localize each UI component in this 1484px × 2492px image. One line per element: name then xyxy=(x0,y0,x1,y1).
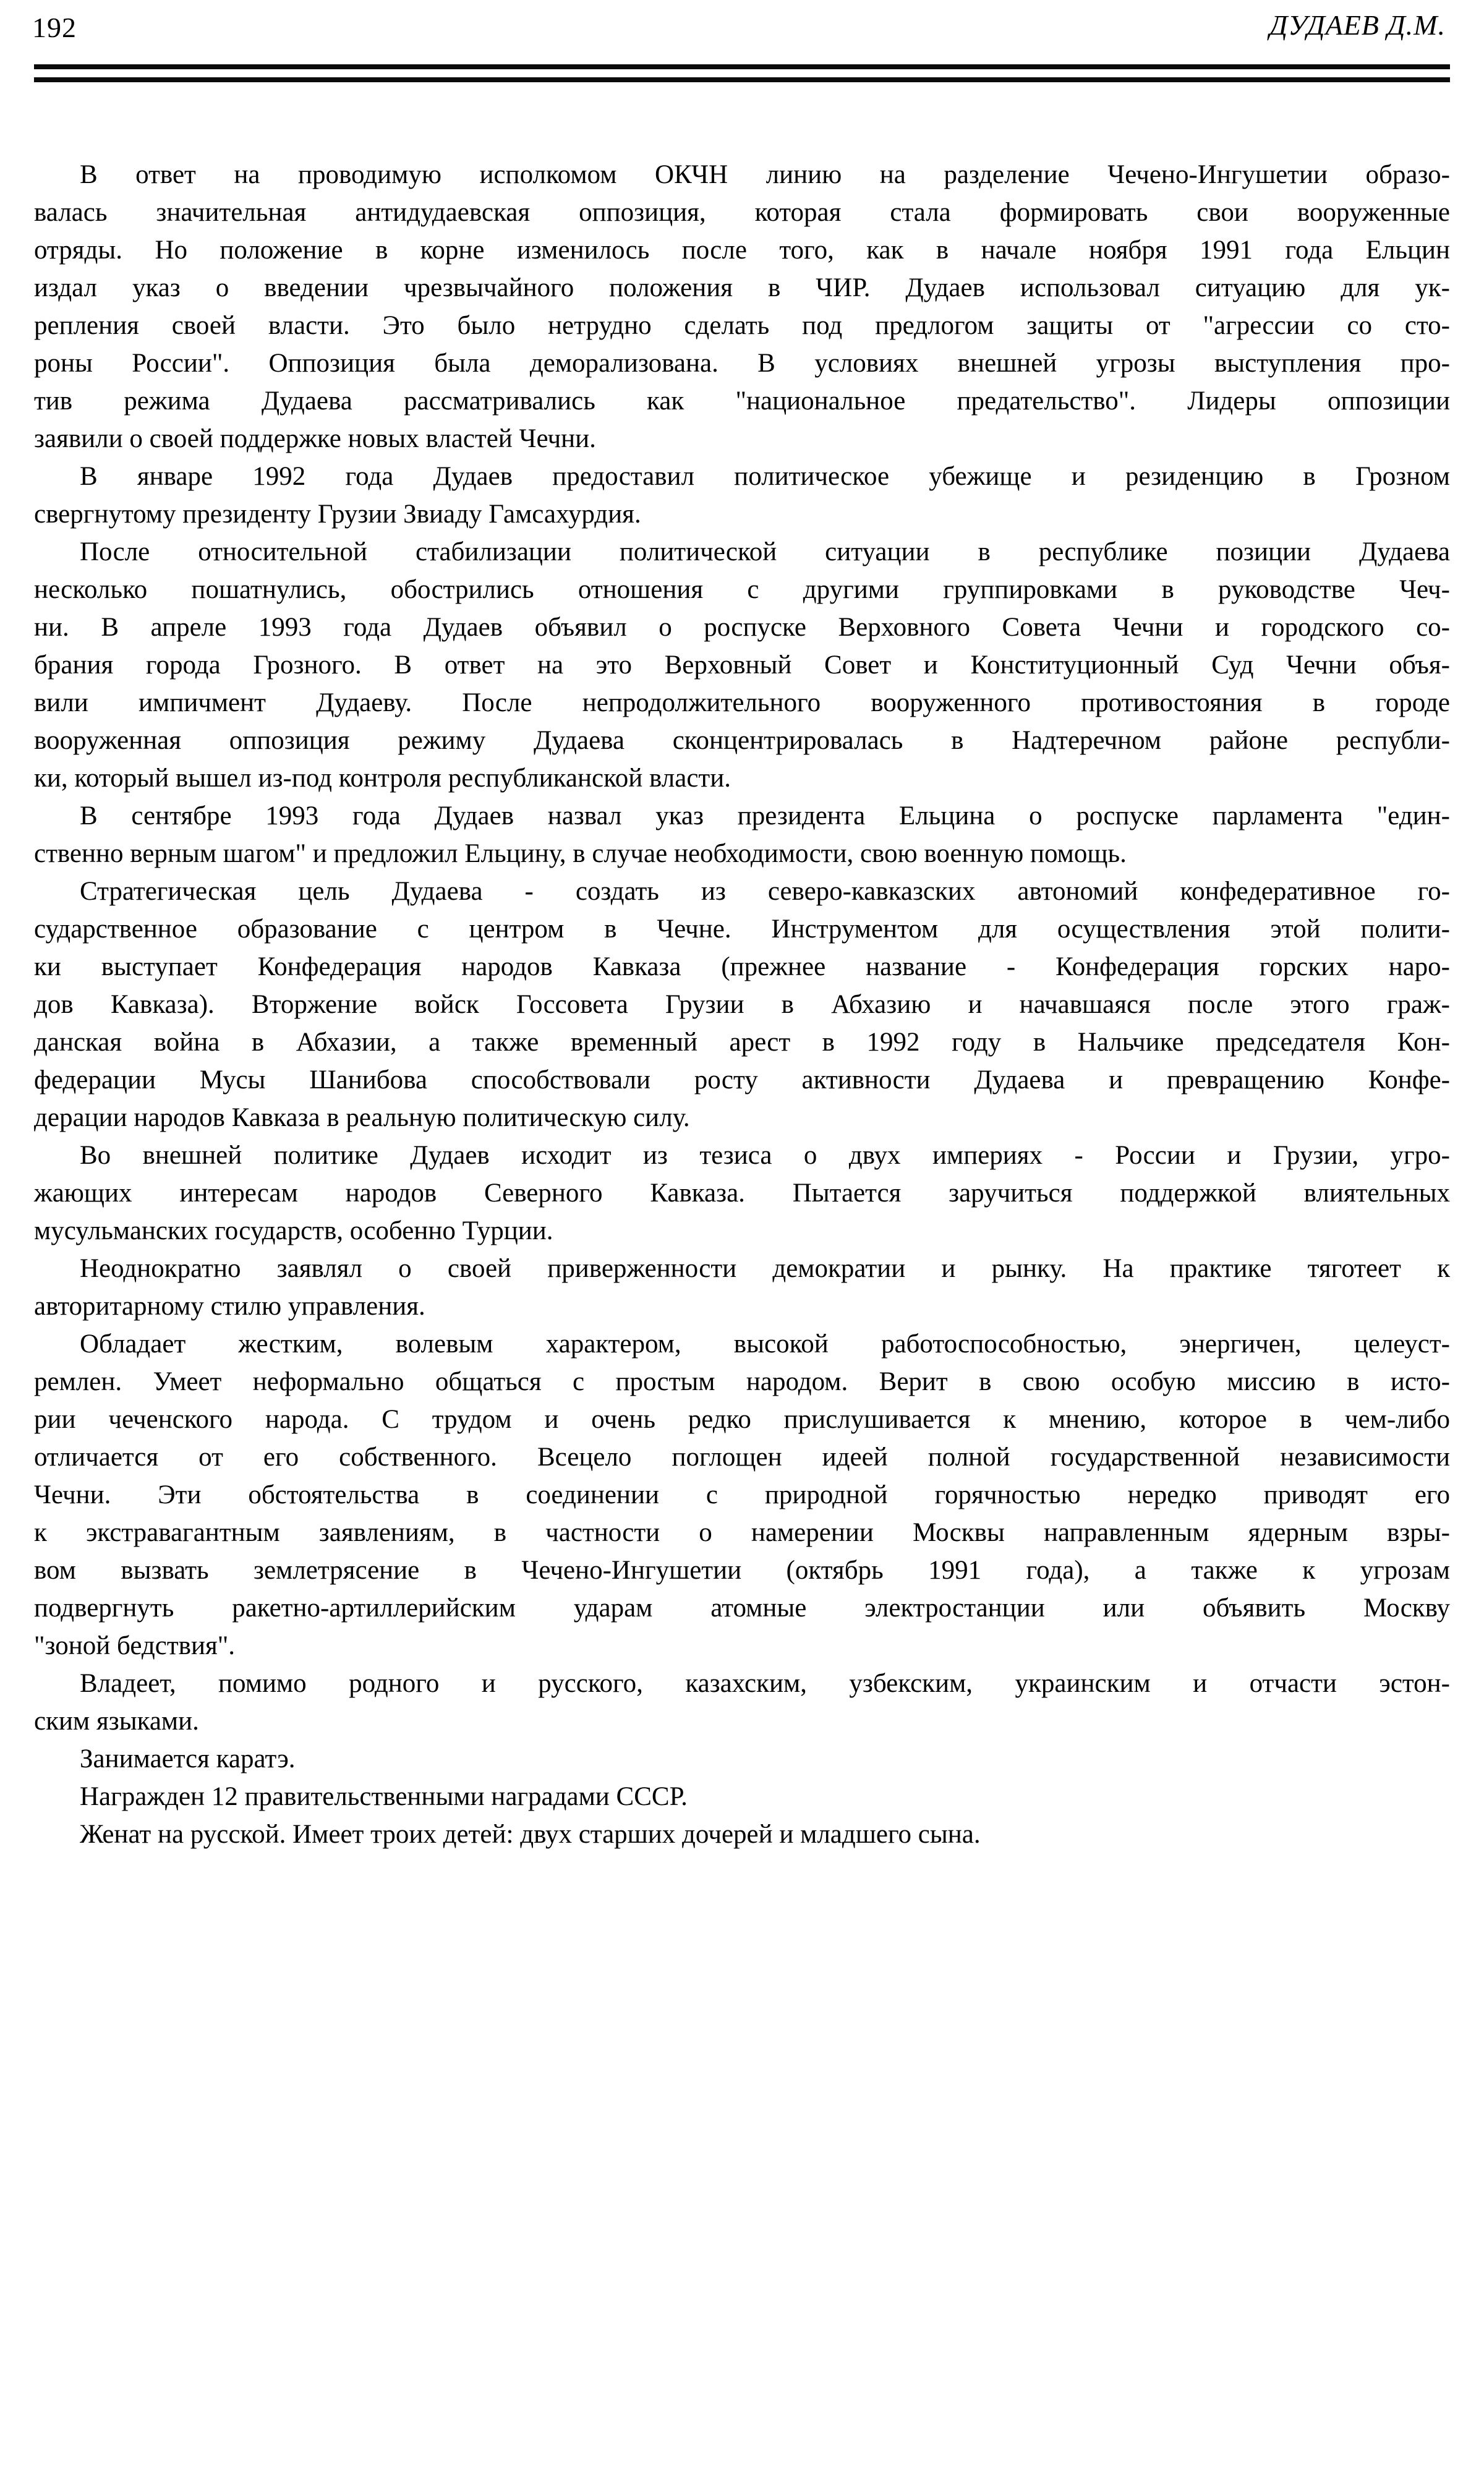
text-line: данская война в Абхазии, а также временный арест в 1992 году в Нальчике председателя Кон- xyxy=(34,1028,1450,1057)
text-line: дерации народов Кавказа в реальную политическую силу. xyxy=(34,1103,690,1132)
page-number: 192 xyxy=(32,12,77,43)
text-line: вом вызвать землетрясение в Чечено-Ингушетии (октябрь 1991 года), а также к угрозам xyxy=(34,1556,1450,1585)
text-line: отряды. Но положение в корне изменилось после того, как в начале ноября 1991 года Ельцин xyxy=(34,236,1450,265)
text-line: жающих интересам народов Северного Кавказа. Пытается заручиться поддержкой влиятельных xyxy=(34,1179,1450,1208)
running-head: ДУДАЕВ Д.М. xyxy=(1269,9,1446,41)
text-line: авторитарному стилю управления. xyxy=(34,1292,425,1321)
text-line: ственно верным шагом" и предложил Ельцину, в случае необходимости, свою военную помощь. xyxy=(34,839,1127,868)
text-line: Награжден 12 правительственными наградами СССР. xyxy=(80,1782,688,1811)
text-line: Чечни. Эти обстоятельства в соединении с природной горячностью нередко приводят его xyxy=(34,1480,1450,1509)
text-line: брания города Грозного. В ответ на это Верховный Совет и Конституционный Суд Чечни объя- xyxy=(34,651,1450,680)
text-line: Обладает жестким, волевым характером, высокой работоспособностью, энергичен, целеуст- xyxy=(80,1329,1450,1359)
text-line: В январе 1992 года Дудаев предоставил политическое убежище и резиденцию в Грозном xyxy=(80,462,1450,491)
text-line: заявили о своей поддержке новых властей Чечни. xyxy=(34,424,596,453)
text-line: Стратегическая цель Дудаева - создать из северо-кавказских автономий конфедеративное го- xyxy=(80,877,1450,906)
text-line: ремлен. Умеет неформально общаться с простым народом. Верит в свою особую миссию в исто- xyxy=(34,1367,1450,1396)
text-line: федерации Мусы Шанибова способствовали росту активности Дудаева и превращению Конфе- xyxy=(34,1065,1450,1095)
text-line: ки выступает Конфедерация народов Кавказа (прежнее название - Конфедерация горских наро- xyxy=(34,952,1450,981)
text-line: роны России". Оппозиция была деморализована. В условиях внешней угрозы выступления про- xyxy=(34,349,1450,378)
paragraph xyxy=(34,1816,1450,1853)
text-line: несколько пошатнулись, обострились отношения с другими группировками в руководстве Чеч- xyxy=(34,575,1450,604)
text-line: ки, который вышел из-под контроля республиканской власти. xyxy=(34,764,731,793)
text-line: Во внешней политике Дудаев исходит из тезиса о двух империях - России и Грузии, угро- xyxy=(80,1141,1450,1170)
paragraph xyxy=(34,1665,1450,1740)
text-line: ским языками. xyxy=(34,1707,199,1736)
text-line: сударственное образование с центром в Чечне. Инструментом для осуществления этой полити- xyxy=(34,915,1450,944)
text-line: тив режима Дудаева рассматривались как "национальное предательство". Лидеры оппозиции xyxy=(34,386,1450,416)
text-line: к экстравагантным заявлениям, в частности о намерении Москвы направленным ядерным взры- xyxy=(34,1518,1450,1547)
text-line: мусульманских государств, особенно Турции. xyxy=(34,1216,553,1245)
paragraph xyxy=(34,1250,1450,1325)
paragraph xyxy=(34,458,1450,533)
text-line: репления своей власти. Это было нетрудно сделать под предлогом защиты от "агрессии со сто- xyxy=(34,311,1450,340)
text-line: подвергнуть ракетно-артиллерийским ударам атомные электростанции или объявить Москву xyxy=(34,1594,1450,1623)
divider-line-bottom xyxy=(34,77,1450,82)
text-line: В ответ на проводимую исполкомом ОКЧН линию на разделение Чечено-Ингушетии образо- xyxy=(80,160,1450,189)
paragraph xyxy=(34,1325,1450,1665)
paragraph xyxy=(34,873,1450,1137)
text-line: свергнутому президенту Грузии Звиаду Гамсахурдия. xyxy=(34,500,641,529)
text-line: В сентябре 1993 года Дудаев назвал указ президента Ельцина о роспуске парламента "един- xyxy=(80,801,1450,830)
body-text xyxy=(34,156,1450,1853)
text-line: Занимается каратэ. xyxy=(80,1744,296,1773)
text-line: Владеет, помимо родного и русского, казахским, узбекским, украинским и отчасти эстон- xyxy=(80,1669,1450,1698)
text-line: ни. В апреле 1993 года Дудаев объявил о роспуске Верховного Совета Чечни и городского со- xyxy=(34,613,1450,642)
paragraph xyxy=(34,1740,1450,1778)
text-line: вили импичмент Дудаеву. После непродолжительного вооруженного противостояния в городе xyxy=(34,688,1450,717)
text-line: вооруженная оппозиция режиму Дудаева сконцентрировалась в Надтеречном районе республи- xyxy=(34,726,1450,755)
text-line: После относительной стабилизации политической ситуации в республике позиции Дудаева xyxy=(80,537,1450,566)
text-line: "зоной бедствия". xyxy=(34,1631,236,1660)
text-line: Женат на русской. Имеет троих детей: двух старших дочерей и младшего сына. xyxy=(80,1820,981,1849)
text-line: валась значительная антидудаевская оппозиция, которая стала формировать свои вооруженные xyxy=(34,198,1450,227)
text-line: отличается от его собственного. Всецело поглощен идеей полной государственной независимости xyxy=(34,1443,1450,1472)
paragraph xyxy=(34,533,1450,797)
paragraph xyxy=(34,797,1450,873)
paragraph xyxy=(34,1137,1450,1250)
paragraph xyxy=(34,1778,1450,1816)
text-line: Неоднократно заявлял о своей приверженности демократии и рынку. На практике тяготеет к xyxy=(80,1254,1450,1283)
text-line: рии чеченского народа. С трудом и очень редко прислушивается к мнению, которое в чем-либо xyxy=(34,1405,1450,1434)
divider-line-top xyxy=(34,64,1450,69)
header-divider xyxy=(34,64,1450,82)
paragraph xyxy=(34,156,1450,458)
text-line: дов Кавказа). Вторжение войск Госсовета Грузии в Абхазию и начавшаяся после этого граж- xyxy=(34,990,1450,1019)
text-line: издал указ о введении чрезвычайного положения в ЧИР. Дудаев использовал ситуацию для ук- xyxy=(34,273,1450,302)
